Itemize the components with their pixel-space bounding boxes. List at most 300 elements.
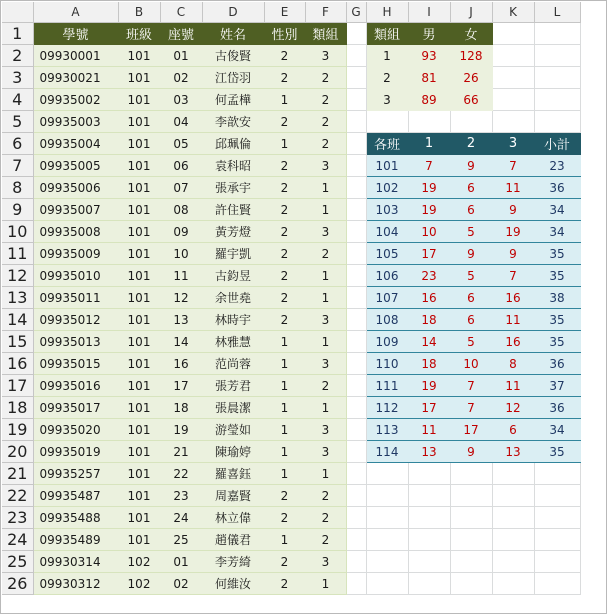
cell-i22[interactable] [408,485,450,507]
column-header-h[interactable]: H [366,2,408,23]
cell-g6[interactable] [346,133,366,155]
cell-h20[interactable]: 114 [366,441,408,463]
cell-e7[interactable]: 2 [264,155,305,177]
cell-d17[interactable]: 張芳君 [202,375,264,397]
cell-f19[interactable]: 3 [305,419,346,441]
cell-g12[interactable] [346,265,366,287]
cell-h10[interactable]: 104 [366,221,408,243]
cell-j24[interactable] [450,529,492,551]
column-header-f[interactable]: F [305,2,346,23]
cell-k2[interactable] [492,45,534,67]
cell-k24[interactable] [492,529,534,551]
cell-g24[interactable] [346,529,366,551]
cell-e13[interactable]: 2 [264,287,305,309]
column-header-c[interactable]: C [160,2,202,23]
cell-a20[interactable]: 09935019 [33,441,118,463]
cell-j7[interactable]: 9 [450,155,492,177]
cell-g25[interactable] [346,551,366,573]
cell-c9[interactable]: 08 [160,199,202,221]
cell-f17[interactable]: 2 [305,375,346,397]
cell-k25[interactable] [492,551,534,573]
cell-g5[interactable] [346,111,366,133]
cell-k14[interactable]: 11 [492,309,534,331]
cell-k22[interactable] [492,485,534,507]
cell-c17[interactable]: 17 [160,375,202,397]
cell-c21[interactable]: 22 [160,463,202,485]
cell-l13[interactable]: 38 [534,287,580,309]
cell-b19[interactable]: 101 [118,419,160,441]
cell-g23[interactable] [346,507,366,529]
cell-g7[interactable] [346,155,366,177]
cell-d4[interactable]: 何孟樺 [202,89,264,111]
cell-h13[interactable]: 107 [366,287,408,309]
cell-d7[interactable]: 袁科昭 [202,155,264,177]
cell-e19[interactable]: 1 [264,419,305,441]
cell-a22[interactable]: 09935487 [33,485,118,507]
cell-a21[interactable]: 09935257 [33,463,118,485]
cell-b21[interactable]: 101 [118,463,160,485]
cell-f2[interactable]: 3 [305,45,346,67]
cell-j9[interactable]: 6 [450,199,492,221]
cell-f1[interactable]: 類組 [305,23,346,45]
cell-e10[interactable]: 2 [264,221,305,243]
cell-b4[interactable]: 101 [118,89,160,111]
cell-k13[interactable]: 16 [492,287,534,309]
cell-a4[interactable]: 09935002 [33,89,118,111]
cell-a19[interactable]: 09935020 [33,419,118,441]
cell-h5[interactable] [366,111,408,133]
cell-h12[interactable]: 106 [366,265,408,287]
cell-i25[interactable] [408,551,450,573]
cell-k16[interactable]: 8 [492,353,534,375]
cell-h11[interactable]: 105 [366,243,408,265]
cell-l19[interactable]: 34 [534,419,580,441]
cell-h1[interactable]: 類組 [366,23,408,45]
cell-f12[interactable]: 1 [305,265,346,287]
cell-j22[interactable] [450,485,492,507]
cell-a1[interactable]: 學號 [33,23,118,45]
cell-f4[interactable]: 2 [305,89,346,111]
cell-c8[interactable]: 07 [160,177,202,199]
cell-f9[interactable]: 1 [305,199,346,221]
row-header-20[interactable]: 20 [2,441,33,463]
cell-k11[interactable]: 9 [492,243,534,265]
cell-h8[interactable]: 102 [366,177,408,199]
cell-h6[interactable]: 各班 [366,133,408,155]
cell-i2[interactable]: 93 [408,45,450,67]
cell-b17[interactable]: 101 [118,375,160,397]
cell-g17[interactable] [346,375,366,397]
cell-a10[interactable]: 09935008 [33,221,118,243]
cell-b24[interactable]: 101 [118,529,160,551]
cell-b2[interactable]: 101 [118,45,160,67]
cell-f7[interactable]: 3 [305,155,346,177]
cell-d2[interactable]: 古俊賢 [202,45,264,67]
cell-g21[interactable] [346,463,366,485]
cell-h15[interactable]: 109 [366,331,408,353]
cell-d3[interactable]: 江岱羽 [202,67,264,89]
cell-c16[interactable]: 16 [160,353,202,375]
row-header-25[interactable]: 25 [2,551,33,573]
cell-j26[interactable] [450,573,492,595]
row-header-10[interactable]: 10 [2,221,33,243]
cell-l2[interactable] [534,45,580,67]
cell-h2[interactable]: 1 [366,45,408,67]
cell-e26[interactable]: 2 [264,573,305,595]
cell-i7[interactable]: 7 [408,155,450,177]
cell-c18[interactable]: 18 [160,397,202,419]
cell-j12[interactable]: 5 [450,265,492,287]
cell-k7[interactable]: 7 [492,155,534,177]
cell-a17[interactable]: 09935016 [33,375,118,397]
cell-e24[interactable]: 1 [264,529,305,551]
cell-b3[interactable]: 101 [118,67,160,89]
cell-i16[interactable]: 18 [408,353,450,375]
cell-g10[interactable] [346,221,366,243]
row-header-3[interactable]: 3 [2,67,33,89]
cell-h3[interactable]: 2 [366,67,408,89]
cell-j18[interactable]: 7 [450,397,492,419]
cell-e23[interactable]: 2 [264,507,305,529]
cell-j21[interactable] [450,463,492,485]
cell-a3[interactable]: 09930021 [33,67,118,89]
cell-i13[interactable]: 16 [408,287,450,309]
cell-h17[interactable]: 111 [366,375,408,397]
cell-f15[interactable]: 1 [305,331,346,353]
cell-j10[interactable]: 5 [450,221,492,243]
cell-a26[interactable]: 09930312 [33,573,118,595]
cell-a12[interactable]: 09935010 [33,265,118,287]
cell-c6[interactable]: 05 [160,133,202,155]
cell-h19[interactable]: 113 [366,419,408,441]
cell-f25[interactable]: 3 [305,551,346,573]
cell-e11[interactable]: 2 [264,243,305,265]
cell-j20[interactable]: 9 [450,441,492,463]
cell-f26[interactable]: 1 [305,573,346,595]
column-header-k[interactable]: K [492,2,534,23]
row-header-12[interactable]: 12 [2,265,33,287]
cell-e6[interactable]: 1 [264,133,305,155]
row-header-19[interactable]: 19 [2,419,33,441]
cell-g18[interactable] [346,397,366,419]
cell-d13[interactable]: 余世堯 [202,287,264,309]
cell-a25[interactable]: 09930314 [33,551,118,573]
column-header-l[interactable]: L [534,2,580,23]
cell-c10[interactable]: 09 [160,221,202,243]
cell-e12[interactable]: 2 [264,265,305,287]
cell-k23[interactable] [492,507,534,529]
cell-j3[interactable]: 26 [450,67,492,89]
cell-f8[interactable]: 1 [305,177,346,199]
cell-i17[interactable]: 19 [408,375,450,397]
row-header-21[interactable]: 21 [2,463,33,485]
cell-f14[interactable]: 3 [305,309,346,331]
cell-i5[interactable] [408,111,450,133]
cell-c26[interactable]: 02 [160,573,202,595]
cell-k21[interactable] [492,463,534,485]
cell-c3[interactable]: 02 [160,67,202,89]
row-header-5[interactable]: 5 [2,111,33,133]
cell-h22[interactable] [366,485,408,507]
cell-a15[interactable]: 09935013 [33,331,118,353]
cell-c19[interactable]: 19 [160,419,202,441]
cell-a7[interactable]: 09935005 [33,155,118,177]
cell-b11[interactable]: 101 [118,243,160,265]
cell-b18[interactable]: 101 [118,397,160,419]
cell-h7[interactable]: 101 [366,155,408,177]
cell-c13[interactable]: 12 [160,287,202,309]
cell-d15[interactable]: 林雅慧 [202,331,264,353]
cell-f3[interactable]: 2 [305,67,346,89]
cell-i24[interactable] [408,529,450,551]
cell-d11[interactable]: 羅宇凱 [202,243,264,265]
cell-e1[interactable]: 性別 [264,23,305,45]
cell-d12[interactable]: 古鈞昱 [202,265,264,287]
cell-c20[interactable]: 21 [160,441,202,463]
cell-f22[interactable]: 2 [305,485,346,507]
row-header-13[interactable]: 13 [2,287,33,309]
cell-j6[interactable]: 2 [450,133,492,155]
cell-i21[interactable] [408,463,450,485]
cell-l16[interactable]: 36 [534,353,580,375]
cell-g13[interactable] [346,287,366,309]
cell-i6[interactable]: 1 [408,133,450,155]
cell-l24[interactable] [534,529,580,551]
cell-k20[interactable]: 13 [492,441,534,463]
cell-a14[interactable]: 09935012 [33,309,118,331]
cell-h23[interactable] [366,507,408,529]
cell-l9[interactable]: 34 [534,199,580,221]
cell-a9[interactable]: 09935007 [33,199,118,221]
cell-d26[interactable]: 何維汝 [202,573,264,595]
cell-f23[interactable]: 2 [305,507,346,529]
cell-l7[interactable]: 23 [534,155,580,177]
row-header-14[interactable]: 14 [2,309,33,331]
cell-d10[interactable]: 黃芳燈 [202,221,264,243]
column-header-b[interactable]: B [118,2,160,23]
cell-b22[interactable]: 101 [118,485,160,507]
cell-l21[interactable] [534,463,580,485]
cell-i9[interactable]: 19 [408,199,450,221]
cell-f13[interactable]: 1 [305,287,346,309]
row-header-23[interactable]: 23 [2,507,33,529]
cell-e4[interactable]: 1 [264,89,305,111]
cell-g2[interactable] [346,45,366,67]
cell-i19[interactable]: 11 [408,419,450,441]
cell-d18[interactable]: 張晨潔 [202,397,264,419]
cell-b15[interactable]: 101 [118,331,160,353]
cell-d9[interactable]: 許住賢 [202,199,264,221]
cell-l10[interactable]: 34 [534,221,580,243]
cell-j17[interactable]: 7 [450,375,492,397]
cell-l8[interactable]: 36 [534,177,580,199]
cell-d21[interactable]: 羅喜鈺 [202,463,264,485]
row-header-15[interactable]: 15 [2,331,33,353]
cell-c12[interactable]: 11 [160,265,202,287]
cell-f5[interactable]: 2 [305,111,346,133]
cell-l1[interactable] [534,23,580,45]
cell-d19[interactable]: 游瑩如 [202,419,264,441]
cell-g9[interactable] [346,199,366,221]
cell-k9[interactable]: 9 [492,199,534,221]
row-header-22[interactable]: 22 [2,485,33,507]
cell-e8[interactable]: 2 [264,177,305,199]
cell-g14[interactable] [346,309,366,331]
cell-b10[interactable]: 101 [118,221,160,243]
cell-l25[interactable] [534,551,580,573]
cell-j2[interactable]: 128 [450,45,492,67]
cell-k12[interactable]: 7 [492,265,534,287]
cell-b8[interactable]: 101 [118,177,160,199]
cell-g1[interactable] [346,23,366,45]
cell-a23[interactable]: 09935488 [33,507,118,529]
cell-i18[interactable]: 17 [408,397,450,419]
cell-f16[interactable]: 3 [305,353,346,375]
row-header-2[interactable]: 2 [2,45,33,67]
row-header-7[interactable]: 7 [2,155,33,177]
cell-i15[interactable]: 14 [408,331,450,353]
cell-d1[interactable]: 姓名 [202,23,264,45]
cell-c5[interactable]: 04 [160,111,202,133]
cell-a11[interactable]: 09935009 [33,243,118,265]
cell-h24[interactable] [366,529,408,551]
cell-e18[interactable]: 1 [264,397,305,419]
cell-d25[interactable]: 李芳綺 [202,551,264,573]
cell-k5[interactable] [492,111,534,133]
row-header-1[interactable]: 1 [2,23,33,45]
cell-g20[interactable] [346,441,366,463]
cell-f20[interactable]: 3 [305,441,346,463]
cell-g3[interactable] [346,67,366,89]
cell-j16[interactable]: 10 [450,353,492,375]
cell-l5[interactable] [534,111,580,133]
column-header-e[interactable]: E [264,2,305,23]
cell-l17[interactable]: 37 [534,375,580,397]
cell-j19[interactable]: 17 [450,419,492,441]
cell-a2[interactable]: 09930001 [33,45,118,67]
cell-d24[interactable]: 趙儀君 [202,529,264,551]
cell-l3[interactable] [534,67,580,89]
cell-a16[interactable]: 09935015 [33,353,118,375]
column-header-j[interactable]: J [450,2,492,23]
cell-j14[interactable]: 6 [450,309,492,331]
cell-e25[interactable]: 2 [264,551,305,573]
cell-f6[interactable]: 2 [305,133,346,155]
cell-k19[interactable]: 6 [492,419,534,441]
cell-g15[interactable] [346,331,366,353]
cell-b12[interactable]: 101 [118,265,160,287]
cell-i20[interactable]: 13 [408,441,450,463]
cell-b20[interactable]: 101 [118,441,160,463]
column-header-i[interactable]: I [408,2,450,23]
cell-l12[interactable]: 35 [534,265,580,287]
cell-k4[interactable] [492,89,534,111]
cell-c1[interactable]: 座號 [160,23,202,45]
cell-c11[interactable]: 10 [160,243,202,265]
cell-c23[interactable]: 24 [160,507,202,529]
cell-f18[interactable]: 1 [305,397,346,419]
cell-e17[interactable]: 1 [264,375,305,397]
cell-e15[interactable]: 1 [264,331,305,353]
cell-e2[interactable]: 2 [264,45,305,67]
cell-j1[interactable]: 女 [450,23,492,45]
cell-l14[interactable]: 35 [534,309,580,331]
cell-i11[interactable]: 17 [408,243,450,265]
cell-a24[interactable]: 09935489 [33,529,118,551]
row-header-17[interactable]: 17 [2,375,33,397]
cell-c7[interactable]: 06 [160,155,202,177]
cell-h26[interactable] [366,573,408,595]
cell-i3[interactable]: 81 [408,67,450,89]
cell-g19[interactable] [346,419,366,441]
cell-b16[interactable]: 101 [118,353,160,375]
cell-l4[interactable] [534,89,580,111]
row-header-16[interactable]: 16 [2,353,33,375]
cell-j5[interactable] [450,111,492,133]
cell-b26[interactable]: 102 [118,573,160,595]
cell-g16[interactable] [346,353,366,375]
cell-c4[interactable]: 03 [160,89,202,111]
cell-e16[interactable]: 1 [264,353,305,375]
cell-f21[interactable]: 1 [305,463,346,485]
cell-i12[interactable]: 23 [408,265,450,287]
cell-i10[interactable]: 10 [408,221,450,243]
cell-b25[interactable]: 102 [118,551,160,573]
cell-g8[interactable] [346,177,366,199]
cell-h9[interactable]: 103 [366,199,408,221]
cell-h25[interactable] [366,551,408,573]
cell-k1[interactable] [492,23,534,45]
column-header-d[interactable]: D [202,2,264,23]
cell-c22[interactable]: 23 [160,485,202,507]
cell-i8[interactable]: 19 [408,177,450,199]
cell-e20[interactable]: 1 [264,441,305,463]
cell-l20[interactable]: 35 [534,441,580,463]
row-header-11[interactable]: 11 [2,243,33,265]
cell-d22[interactable]: 周嘉賢 [202,485,264,507]
cell-d23[interactable]: 林立偉 [202,507,264,529]
cell-g11[interactable] [346,243,366,265]
cell-l22[interactable] [534,485,580,507]
cell-h18[interactable]: 112 [366,397,408,419]
row-header-24[interactable]: 24 [2,529,33,551]
cell-l26[interactable] [534,573,580,595]
cell-d5[interactable]: 李歆安 [202,111,264,133]
row-header-9[interactable]: 9 [2,199,33,221]
cell-j11[interactable]: 9 [450,243,492,265]
cell-a8[interactable]: 09935006 [33,177,118,199]
cell-i26[interactable] [408,573,450,595]
cell-g26[interactable] [346,573,366,595]
column-header-g[interactable]: G [346,2,366,23]
cell-h16[interactable]: 110 [366,353,408,375]
row-header-4[interactable]: 4 [2,89,33,111]
cell-l23[interactable] [534,507,580,529]
cell-i4[interactable]: 89 [408,89,450,111]
cell-f10[interactable]: 3 [305,221,346,243]
cell-b23[interactable]: 101 [118,507,160,529]
cell-e21[interactable]: 1 [264,463,305,485]
cell-a5[interactable]: 09935003 [33,111,118,133]
row-header-6[interactable]: 6 [2,133,33,155]
cell-c14[interactable]: 13 [160,309,202,331]
cell-c25[interactable]: 01 [160,551,202,573]
cell-e5[interactable]: 2 [264,111,305,133]
cell-a18[interactable]: 09935017 [33,397,118,419]
row-header-26[interactable]: 26 [2,573,33,595]
cell-k3[interactable] [492,67,534,89]
cell-b6[interactable]: 101 [118,133,160,155]
